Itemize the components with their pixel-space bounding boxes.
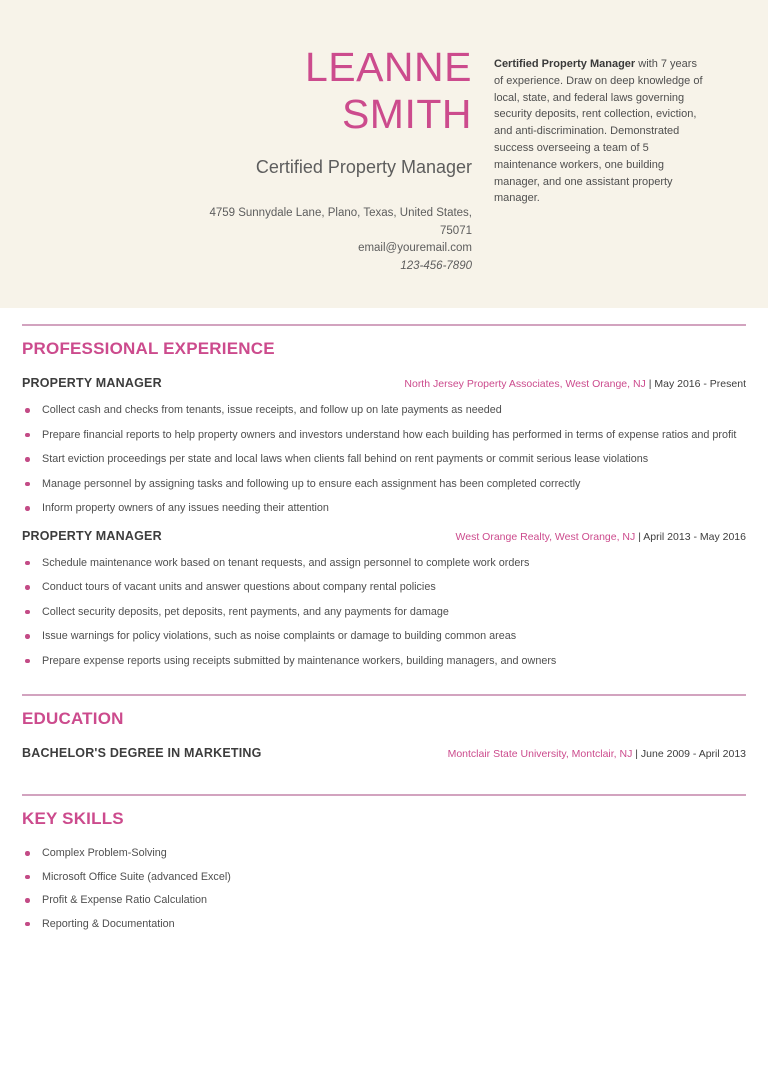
bullet-dot-icon [25,408,30,413]
section-divider [22,794,746,796]
bullet-item [22,580,746,596]
bullet-text: Manage personnel by assigning tasks and following up to ensure each assignment has been completed correctly [42,477,581,490]
bullet-item [22,428,746,444]
bullet-item [22,629,746,645]
skill-item [22,870,746,886]
resume-header [0,0,768,308]
section-title-skills: KEY SKILLS [22,809,124,828]
entry-title: PROPERTY MANAGER [22,528,162,543]
bullet-dot-icon [25,457,30,462]
bullet-dot-icon [25,851,30,856]
section-key-skills [22,778,746,960]
bullet-item [22,403,746,419]
contact-address: 4759 Sunnydale Lane, Plano, Texas, United States, [209,207,472,219]
section-divider [22,324,746,326]
skill-text: Reporting & Documentation [42,917,175,930]
bullet-item [22,556,746,572]
bullet-text: Collect security deposits, pet deposits, rent payments, and any payments for damage [42,605,449,618]
entry-meta [448,748,746,760]
bullet-item [22,452,746,468]
identity-block [0,44,494,275]
professional-summary [494,44,734,207]
skill-text: Profit & Expense Ratio Calculation [42,894,208,906]
entry-header [22,529,746,543]
entry-title: PROPERTY MANAGER [22,376,162,390]
bullet-text: Issue warnings for policy violations, such as noise complaints or damage to building common areas [42,630,517,642]
bullet-text: Collect cash and checks from tenants, issue receipts, and follow up on late payments as needed [42,404,502,416]
section-divider [22,694,746,696]
education-entry [22,746,746,760]
bullet-dot-icon [25,482,30,487]
experience-bullets [22,556,746,670]
skills-list [22,846,746,932]
entry-header [22,376,746,390]
last-name: SMITH [341,91,472,137]
resume-body [0,308,768,960]
section-title-education: EDUCATION [22,709,124,728]
summary-lead: Certified Property Manager [494,58,636,70]
entry-organization: West Orange Realty, West Orange, NJ [455,530,636,543]
experience-entry [22,376,746,517]
experience-bullets [22,403,746,517]
bullet-dot-icon [25,634,30,639]
bullet-item [22,501,746,517]
bullet-text: Prepare expense reports using receipts submitted by maintenance workers, building managers, and owners [42,654,557,667]
contact-email[interactable]: email@youremail.com [358,242,472,254]
contact-block [0,205,472,275]
summary-body: with 7 years of experience. Draw on deep knowledge of local, state, and federal laws governing security deposits, rent collection, eviction, and anti-discrimination. Demonstrated success overseeing a team of 5 maintenance workers, one building manager, and one assistant property manager. [494,58,703,205]
bullet-text: Start eviction proceedings per state and local laws when clients fall behind on rent payments or commit serious lease violations [42,453,649,465]
skill-text: Microsoft Office Suite (advanced Excel) [42,870,231,883]
bullet-dot-icon [25,506,30,511]
bullet-text: Inform property owners of any issues needing their attention [42,502,329,514]
section-title-experience: PROFESSIONAL EXPERIENCE [22,339,275,358]
bullet-dot-icon [25,875,30,880]
skill-item [22,917,746,933]
entry-dates: | May 2016 - Present [645,378,746,390]
bullet-dot-icon [25,922,30,927]
contact-phone[interactable]: 123-456-7890 [400,259,472,272]
bullet-text: Prepare financial reports to help property owners and investors understand how each building has performed in terms of expense ratios and profit [42,428,737,441]
entry-dates: | April 2013 - May 2016 [635,530,746,543]
experience-entry [22,529,746,670]
section-education [22,678,746,778]
entry-organization: Montclair State University, Montclair, NJ [447,748,633,760]
headline-job-title: Certified Property Manager [255,157,472,177]
bullet-dot-icon [25,659,30,664]
bullet-item [22,654,746,670]
entry-dates: | June 2009 - April 2013 [632,748,746,760]
bullet-item [22,477,746,493]
skill-text: Complex Problem-Solving [42,847,167,859]
bullet-dot-icon [25,585,30,590]
bullet-dot-icon [25,433,30,438]
bullet-dot-icon [25,561,30,566]
entry-header [22,746,746,760]
section-professional-experience [22,308,746,669]
bullet-dot-icon [25,610,30,615]
entry-organization: North Jersey Property Associates, West Orange, NJ [404,378,646,390]
first-name: LEANNE [304,44,472,90]
bullet-dot-icon [25,898,30,903]
education-entries [22,746,746,760]
experience-entries [22,376,746,669]
skill-item [22,893,746,909]
bullet-item [22,605,746,621]
bullet-text: Conduct tours of vacant units and answer questions about company rental policies [42,581,436,593]
bullet-text: Schedule maintenance work based on tenant requests, and assign personnel to complete work orders [42,556,530,569]
entry-meta [404,378,746,390]
entry-title: BACHELOR'S DEGREE IN MARKETING [22,746,262,760]
skill-item [22,846,746,862]
entry-meta [456,531,746,543]
contact-postal: 75071 [440,224,472,237]
